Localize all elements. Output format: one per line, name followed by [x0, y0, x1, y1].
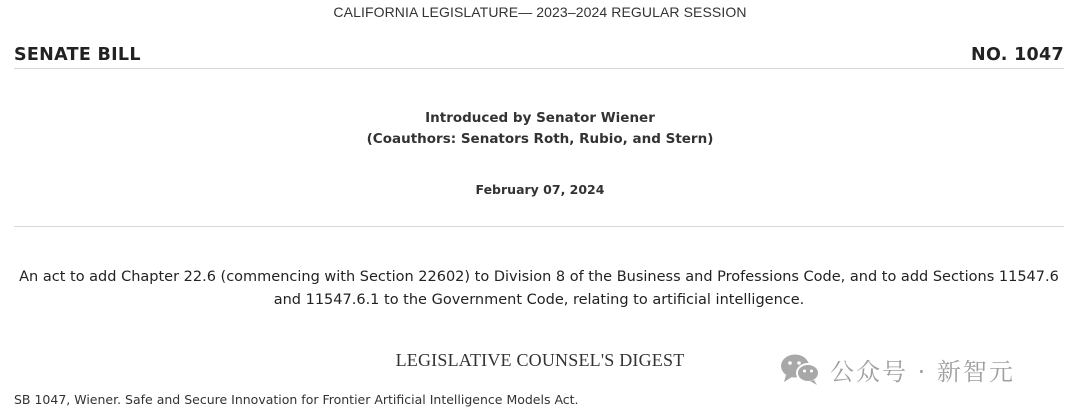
bill-title-row — [14, 43, 1064, 67]
digest-heading: LEGISLATIVE COUNSEL'S DIGEST — [395, 350, 685, 370]
bill-date: February 07, 2024 — [475, 182, 605, 197]
wechat-icon — [778, 351, 822, 387]
bill-number: NO. 1047 — [971, 45, 1064, 65]
divider-middle — [14, 226, 1064, 227]
act-description: An act to add Chapter 22.6 (commencing with Section 22602) to Division 8 of the Business and Professions Code, and to add Sections 11547.6 and 11547.6.1 to the Government Code, relating to artificial intelligence. — [19, 269, 1059, 308]
digest-summary: SB 1047, Wiener. Safe and Secure Innovation for Frontier Artificial Intelligence Models Act. — [14, 392, 579, 407]
coauthors: (Coauthors: Senators Roth, Rubio, and Stern) — [366, 131, 714, 147]
divider-top — [14, 68, 1064, 69]
introduced-by: Introduced by Senator Wiener — [425, 110, 655, 126]
bill-type: SENATE BILL — [14, 45, 141, 65]
session-header: CALIFORNIA LEGISLATURE— 2023–2024 REGULAR SESSION — [333, 4, 747, 20]
watermark-text: 公众号 · 新智元 — [830, 357, 1015, 386]
watermark — [778, 351, 1015, 387]
